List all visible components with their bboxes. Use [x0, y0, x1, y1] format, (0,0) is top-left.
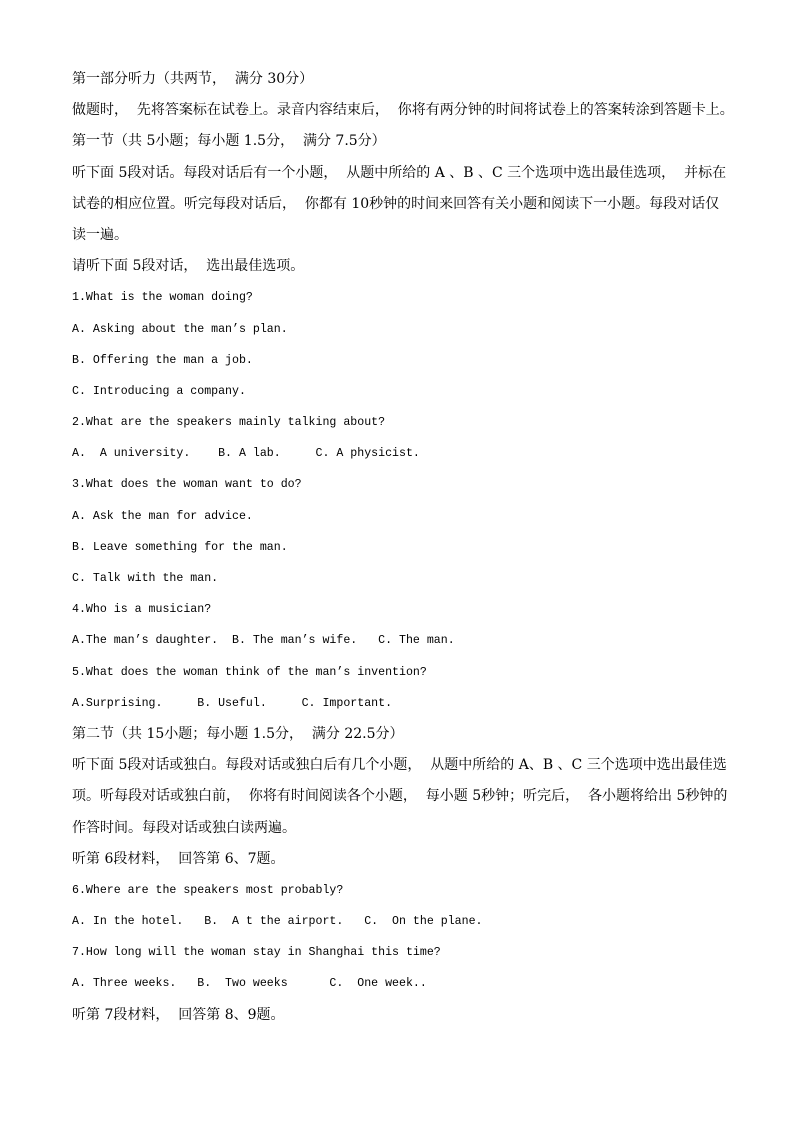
question-2-options: A. A university. B. A lab. C. A physicist.: [72, 447, 420, 461]
part-one-instruction-line-3: 读一遍。: [72, 226, 128, 243]
question-3-option-a: A. Ask the man for advice.: [72, 509, 253, 523]
question-4-options: A.The man’s daughter. B. The man’s wife. C. The man.: [72, 634, 455, 648]
section-one-heading: 第一部分听力（共两节， 满分 30分）: [72, 71, 314, 87]
part-two-heading: 第二节（共 15小题；每小题 1.5分， 满分 22.5分）: [72, 725, 404, 742]
listen-prompt: 请听下面 5段对话， 选出最佳选项。: [72, 258, 305, 275]
part-two-instruction-line-1: 听下面 5段对话或独白。每段对话或独白后有几个小题， 从题中所给的 A、B 、C 三个选项中选出最佳选: [72, 757, 727, 774]
question-1-option-c: C. Introducing a company.: [72, 384, 246, 398]
question-6-options: A. In the hotel. B. A t the airport. C. On the plane.: [72, 915, 483, 929]
question-3: 3.What does the woman want to do?: [72, 478, 302, 492]
question-5: 5.What does the woman think of the man’s invention?: [72, 665, 427, 679]
instruction-answer-transfer: 做题时， 先将答案标在试卷上。录音内容结束后， 你将有两分钟的时间将试卷上的答案转涂到答题卡上。: [72, 102, 734, 119]
question-7-options: A. Three weeks. B. Two weeks C. One week..: [72, 977, 427, 991]
question-1-option-b: B. Offering the man a job.: [72, 353, 253, 367]
question-3-option-c: C. Talk with the man.: [72, 572, 219, 585]
question-3-option-b: B. Leave something for the man.: [72, 540, 288, 554]
question-5-options: A.Surprising. B. Useful. C. Important.: [72, 696, 393, 710]
question-2: 2.What are the speakers mainly talking about?: [72, 416, 386, 430]
question-1-option-a: A. Asking about the man’s plan.: [72, 322, 288, 336]
part-one-instruction-line-1: 听下面 5段对话。每段对话后有一个小题， 从题中所给的 A 、B 、C 三个选项中选出最佳选项， 并标在: [72, 164, 727, 181]
part-one-instruction-line-2: 试卷的相应位置。听完每段对话后， 你都有 10秒钟的时间来回答有关小题和阅读下一小题。每段对话仅: [72, 195, 720, 212]
question-1: 1.What is the woman doing?: [72, 291, 253, 305]
exam-page: [72, 64, 732, 1031]
question-7: 7.How long will the woman stay in Shanghai this time?: [72, 946, 441, 960]
part-one-heading: 第一节（共 5小题；每小题 1.5分， 满分 7.5分）: [72, 133, 386, 150]
material-7-prompt: 听第 7段材料， 回答第 8、9题。: [72, 1006, 285, 1023]
part-two-instruction-line-3: 作答时间。每段对话或独白读两遍。: [72, 819, 296, 836]
question-6: 6.Where are the speakers most probably?: [72, 883, 344, 897]
part-two-instruction-line-2: 项。听每段对话或独白前， 你将有时间阅读各个小题， 每小题 5秒钟；听完后， 各小题将给出 5秒钟的: [72, 788, 728, 805]
question-4: 4.Who is a musician?: [72, 603, 212, 617]
material-6-prompt: 听第 6段材料， 回答第 6、7题。: [72, 850, 285, 867]
